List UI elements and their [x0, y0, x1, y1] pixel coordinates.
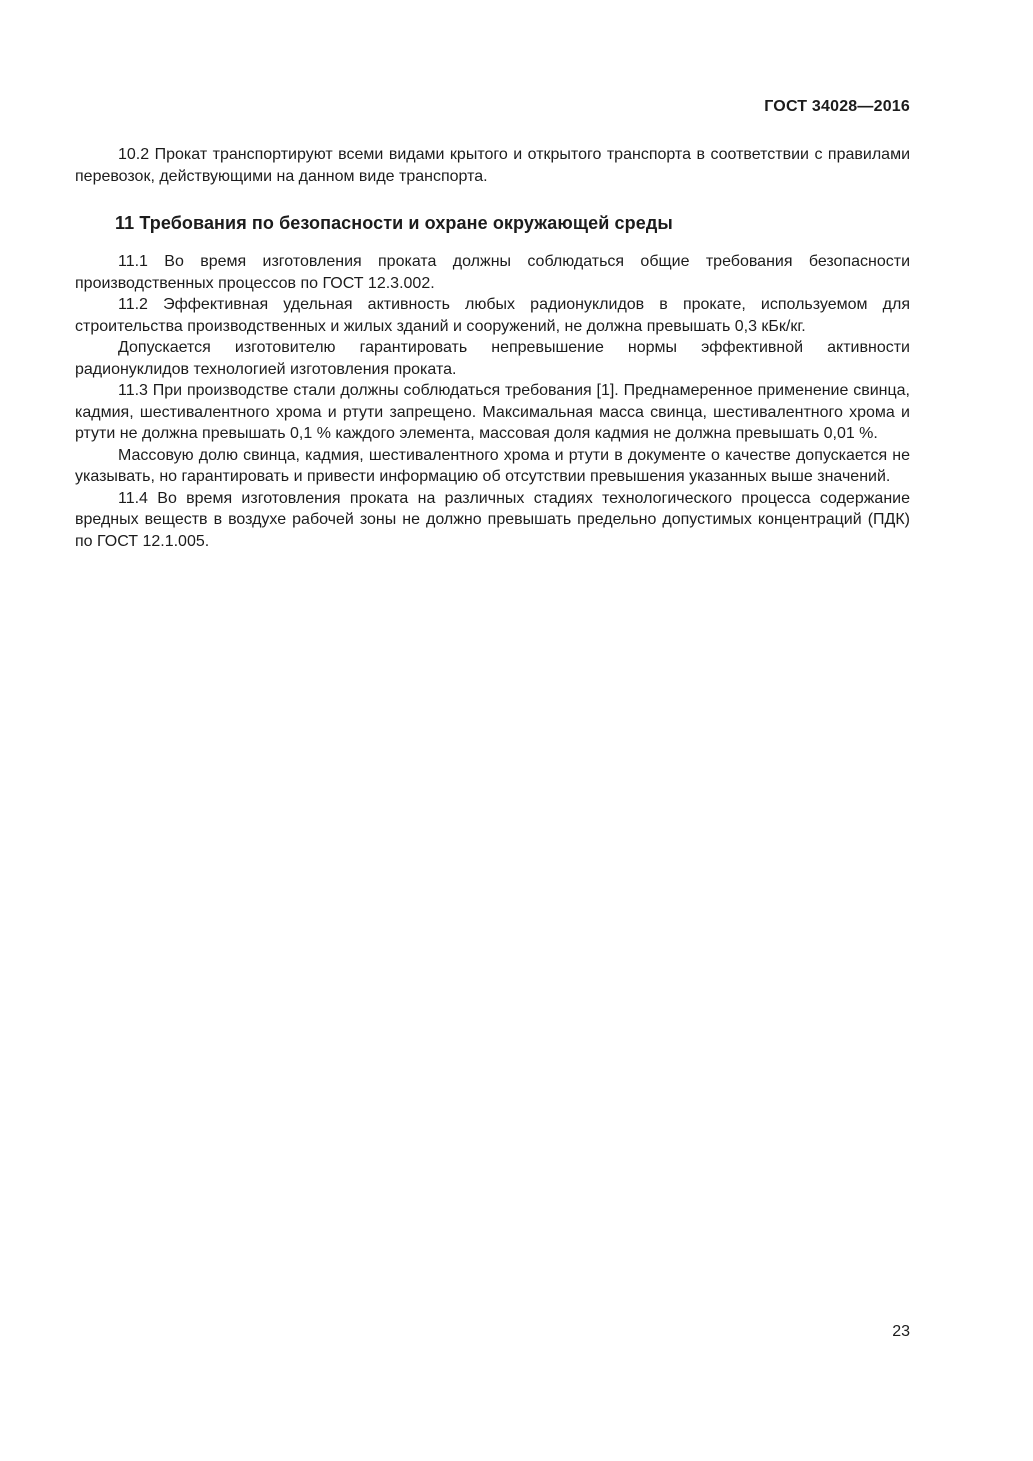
page-number: 23	[892, 1323, 910, 1340]
paragraph-10-2: 10.2 Прокат транспортируют всеми видами крытого и открытого транспорта в соответствии с правилами перевозок, действующими на данном виде транспорта.	[75, 146, 910, 185]
paragraph-11-3: 11.3 При производстве стали должны соблюдаться требования [1]. Преднамеренное применение свинца, кадмия, шестивалентного хрома и ртути запрещено. Максимальная масса свинца, шестивалентного хрома и ртути не должна превышать 0,1 % каждого элемента, массовая доля кадмия не должна превышать 0,01 %.	[75, 382, 910, 442]
document-code-header: ГОСТ 34028—2016	[764, 98, 910, 115]
paragraph-11-2: 11.2 Эффективная удельная активность любых радионуклидов в прокате, используемом для строительства производственных и жилых зданий и сооружений, не должна превышать 0,3 кБк/кг.	[75, 296, 910, 335]
paragraph-11-2-note: Допускается изготовителю гарантировать непревышение нормы эффективной активности радионуклидов технологией изготовления проката.	[75, 339, 910, 378]
page-content	[75, 97, 910, 552]
section-11-body	[75, 251, 910, 552]
section-11-heading: 11 Требования по безопасности и охране окружающей среды	[115, 213, 673, 233]
intro-section	[75, 144, 910, 187]
paragraph-11-3-note: Массовую долю свинца, кадмия, шестивалентного хрома и ртути в документе о качестве допускается не указывать, но гарантировать и привести информацию об отсутствии превышения указанных выше значений.	[75, 446, 910, 485]
paragraph-11-4: 11.4 Во время изготовления проката на различных стадиях технологического процесса содержание вредных веществ в воздухе рабочей зоны не должно превышать предельно допустимых концентраций (ПДК) по ГОСТ 12.1.005.	[75, 489, 910, 550]
paragraph-11-1: 11.1 Во время изготовления проката должны соблюдаться общие требования безопасности производственных процессов по ГОСТ 12.3.002.	[75, 253, 910, 292]
